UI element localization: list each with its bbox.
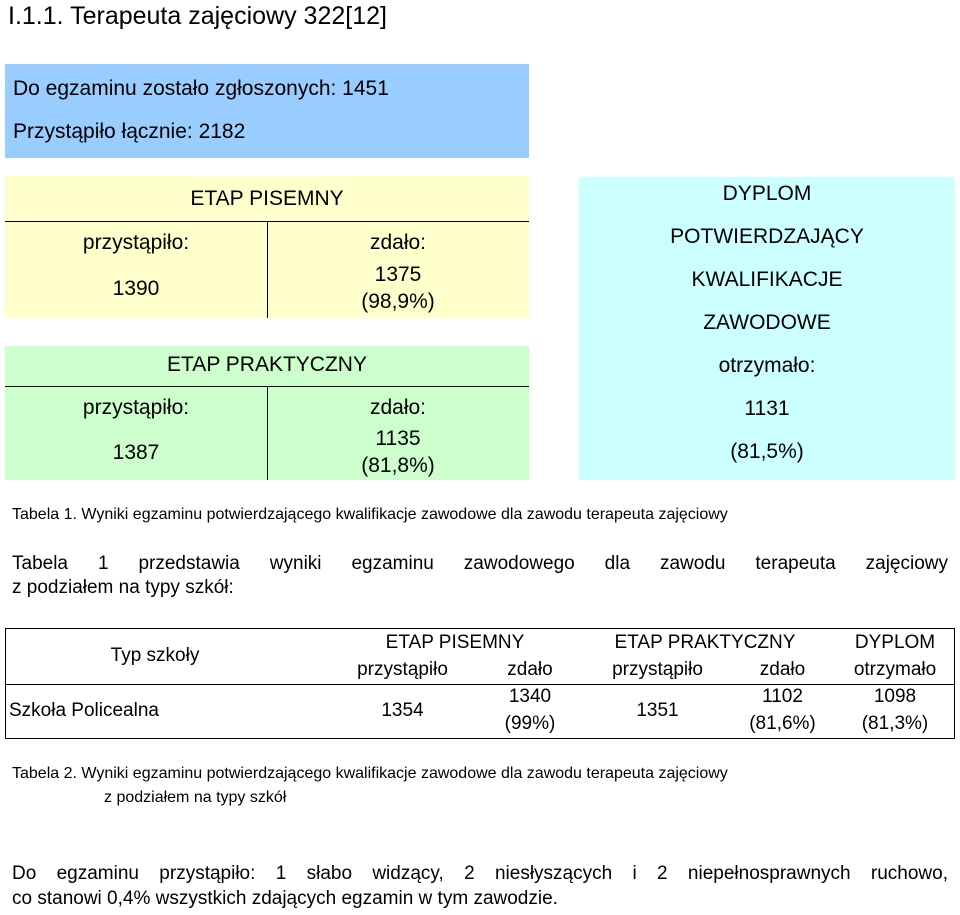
row-written-passed: 1340: [508, 686, 552, 707]
written-stage-box: [5, 176, 529, 318]
diploma-received-value: 1131: [744, 397, 790, 420]
school-type-table: [5, 628, 955, 738]
written-attended-label: przystąpiło:: [82, 231, 190, 254]
practical-passed-label: zdało:: [369, 396, 427, 419]
table2-caption-line1: Tabela 2. Wyniki egzaminu potwierdzającego kwalifikacje zawodowe dla zawodu terapeuta zajęciowy: [12, 765, 728, 782]
practical-stage-title: ETAP PRAKTYCZNY: [167, 353, 367, 376]
practical-passed-value: 1135: [375, 427, 421, 450]
sub-header-written-attended: przystąpiło: [357, 659, 448, 680]
header-diploma: DYPLOM: [854, 632, 936, 653]
diploma-title-line2: POTWIERDZAJĄCY: [670, 225, 864, 248]
sub-header-practical-attended: przystąpiło: [612, 659, 703, 680]
row-practical-passed: 1102: [762, 686, 803, 707]
written-stage-title: ETAP PISEMNY: [190, 187, 344, 210]
practical-stage-box: [5, 346, 529, 480]
registered-count: Do egzaminu zostało zgłoszonych: 1451: [13, 77, 389, 100]
sub-header-practical-passed: zdało: [759, 659, 806, 680]
practical-passed-pct: (81,8%): [361, 454, 435, 477]
row-written-attended: 1354: [381, 700, 424, 721]
diploma-received-pct: (81,5%): [730, 440, 804, 463]
diploma-box: [579, 177, 955, 480]
written-passed-label: zdało:: [369, 231, 427, 254]
diploma-title-line4: ZAWODOWE: [703, 311, 831, 334]
practical-attended-value: 1387: [112, 441, 160, 464]
written-passed-value: 1375: [374, 263, 422, 286]
header-practical: ETAP PRAKTYCZNY: [614, 632, 796, 653]
paragraph1-line2: z podziałem na typy szkół:: [12, 577, 234, 598]
diploma-received-label: otrzymało:: [718, 354, 816, 377]
diploma-title-line1: DYPLOM: [722, 182, 812, 205]
row-diploma-received-pct: (81,3%): [861, 713, 929, 734]
sub-header-diploma-received: otrzymało: [853, 659, 937, 680]
header-written: ETAP PISEMNY: [385, 632, 525, 653]
row-practical-passed-pct: (81,6%): [749, 713, 816, 734]
registration-summary: [5, 64, 529, 158]
attended-total: Przystąpiło łącznie: 2182: [13, 120, 246, 143]
page-title: I.1.1. Terapeuta zajęciowy 322[12]: [8, 2, 387, 30]
table1-caption: Tabela 1. Wyniki egzaminu potwierdzającego kwalifikacje zawodowe dla zawodu terapeuta zajęciowy: [12, 506, 728, 523]
header-school-type: Typ szkoły: [110, 645, 200, 666]
practical-attended-label: przystąpiło:: [82, 396, 190, 419]
row-school-type: Szkoła Policealna: [9, 700, 159, 721]
written-attended-value: 1390: [112, 277, 160, 300]
paragraph1-line1: Tabela 1 przedstawia wyniki egzaminu zawodowego dla zawodu terapeuta zajęciowy: [12, 553, 948, 574]
sub-header-written-passed: zdało: [507, 659, 553, 680]
table2-caption-line2: z podziałem na typy szkół: [104, 789, 287, 806]
paragraph2-line1: Do egzaminu przystąpiło: 1 słabo widzący, 2 niesłyszących i 2 niepełnosprawnych ruchowo,: [12, 863, 948, 884]
row-written-passed-pct: (99%): [504, 713, 556, 734]
row-diploma-received: 1098: [873, 686, 917, 707]
diploma-title-line3: KWALIFIKACJE: [691, 268, 843, 291]
paragraph2-line2: co stanowi 0,4% wszystkich zdających egzamin w tym zawodzie.: [12, 888, 558, 909]
written-passed-pct: (98,9%): [361, 290, 435, 313]
row-practical-attended: 1351: [636, 700, 679, 721]
